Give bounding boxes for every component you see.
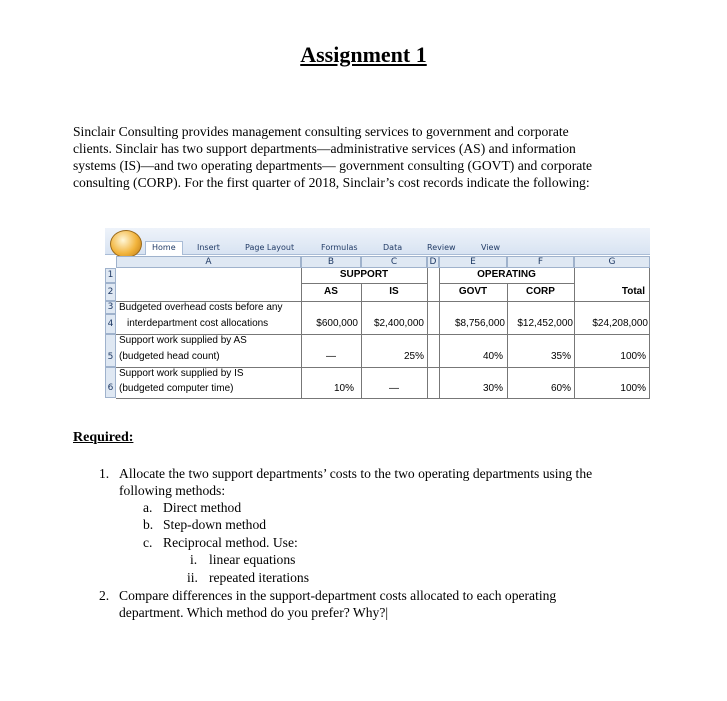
row-number: 6: [105, 367, 116, 398]
row-number: 4: [105, 314, 116, 334]
page-title: Assignment 1: [300, 42, 427, 67]
q1-number: 1.: [99, 466, 110, 481]
column-header: A: [116, 256, 301, 268]
q2-number: 2.: [99, 588, 110, 603]
q1b-text: Step-down method: [163, 517, 267, 532]
tab-formulas: Formulas: [321, 243, 358, 252]
q1cii-text: repeated iterations: [209, 570, 310, 585]
row5-as: —: [326, 351, 336, 362]
row6-total: 100%: [620, 383, 646, 394]
header-govt: GOVT: [458, 286, 488, 297]
operating-group-header: OPERATING: [477, 269, 536, 280]
tab-home: Home: [145, 241, 183, 255]
intro-line: Sinclair Consulting provides management consulting services to government and corporate: [73, 124, 569, 139]
q1a-text: Direct method: [163, 500, 242, 515]
row5-corp: 35%: [550, 351, 571, 362]
row5-total: 100%: [620, 351, 646, 362]
tab-review: Review: [427, 243, 456, 252]
column-header: E: [439, 256, 507, 268]
intro-paragraph: [73, 123, 673, 191]
row6-govt: 30%: [482, 383, 503, 394]
row6-label-2: (budgeted computer time): [119, 383, 234, 394]
q2-line2: department. Which method do you prefer? Why?|: [119, 605, 389, 620]
row4-govt: $8,756,000: [454, 318, 505, 329]
row-number: 1: [105, 268, 116, 283]
required-heading: Required:: [73, 430, 134, 445]
header-as: AS: [324, 286, 338, 297]
tab-page-layout: Page Layout: [245, 243, 295, 252]
spreadsheet-image: [105, 228, 650, 398]
row6-is: —: [389, 383, 399, 394]
tab-data: Data: [383, 243, 403, 252]
q1b-marker: b.: [143, 517, 154, 532]
row-number: 5: [105, 334, 116, 367]
intro-line: consulting (CORP). For the first quarter of 2018, Sinclair’s cost records indicate the following:: [73, 175, 590, 190]
ribbon: [105, 228, 650, 255]
header-total: Total: [621, 286, 645, 297]
intro-line: systems (IS)—and two operating departments— government consulting (GOVT) and corporate: [73, 158, 593, 173]
q2-line1: Compare differences in the support-department costs allocated to each operating: [119, 588, 557, 603]
row6-as: 10%: [333, 383, 354, 394]
row5-label-1: Support work supplied by AS: [119, 335, 247, 346]
column-header: D: [427, 256, 439, 268]
row5-is: 25%: [403, 351, 424, 362]
row5-label-2: (budgeted head count): [119, 351, 220, 362]
q1ci-marker: i.: [190, 552, 198, 567]
row4-total: $24,208,000: [592, 318, 648, 329]
office-button-icon: [110, 230, 142, 258]
row6-label-1: Support work supplied by IS: [119, 368, 244, 379]
support-group-header: SUPPORT: [339, 269, 389, 280]
q1-line1: Allocate the two support departments’ costs to the two operating departments using the: [119, 466, 593, 481]
row6-corp: 60%: [550, 383, 571, 394]
row4-as: $600,000: [316, 318, 358, 329]
row-number: 3: [105, 301, 116, 314]
column-header: C: [361, 256, 427, 268]
row5-govt: 40%: [482, 351, 503, 362]
row4-corp: $12,452,000: [517, 318, 573, 329]
q1-line2: following methods:: [119, 483, 226, 498]
column-header: G: [574, 256, 650, 268]
row-number: 2: [105, 283, 116, 301]
q1a-marker: a.: [143, 500, 153, 515]
header-corp: CORP: [526, 286, 555, 297]
q1cii-marker: ii.: [187, 570, 198, 585]
header-is: IS: [389, 286, 399, 297]
q1c-marker: c.: [143, 535, 153, 550]
intro-line: clients. Sinclair has two support departments—administrative services (AS) and information: [73, 141, 576, 156]
tab-insert: Insert: [197, 243, 220, 252]
column-header: B: [301, 256, 361, 268]
column-header: F: [507, 256, 574, 268]
row3-label: Budgeted overhead costs before any: [119, 302, 283, 313]
row4-is: $2,400,000: [373, 318, 424, 329]
tab-view: View: [481, 243, 500, 252]
row4-label: interdepartment cost allocations: [127, 318, 269, 329]
q1c-text: Reciprocal method. Use:: [163, 535, 298, 550]
q1ci-text: linear equations: [209, 552, 296, 567]
